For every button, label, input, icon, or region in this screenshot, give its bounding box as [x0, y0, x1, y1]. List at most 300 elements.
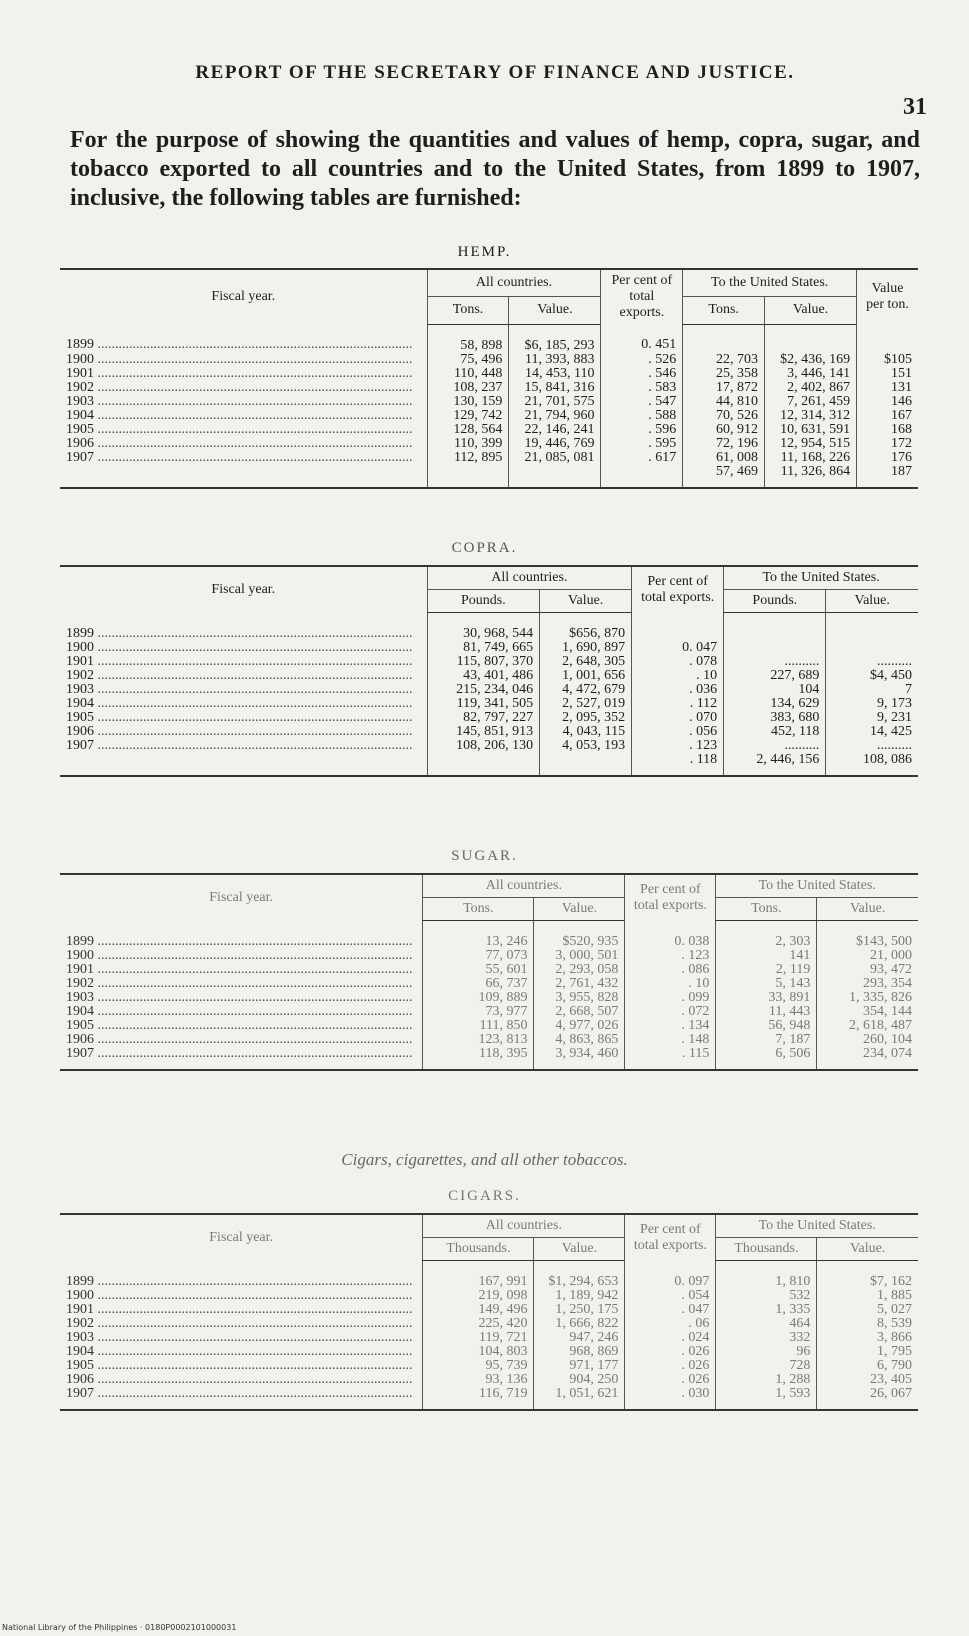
value-cell: 904, 250	[534, 1373, 625, 1387]
table-row	[60, 753, 918, 776]
fiscal-year-cell: 1904 .....	[60, 1005, 423, 1019]
copra-header-us-pounds: Pounds.	[724, 590, 826, 613]
sugar-header-value: Value.	[534, 898, 625, 921]
pct-cell	[632, 613, 724, 642]
tons-cell: 108, 237	[427, 381, 509, 395]
fiscal-year-cell: 1907 .....	[60, 451, 427, 465]
table-row	[60, 683, 918, 697]
tons-cell: 128, 564	[427, 423, 509, 437]
fiscal-year-cell: 1905 .....	[60, 711, 427, 725]
fiscal-year-cell: 1900 .....	[60, 1289, 423, 1303]
us-thousands-cell: 1, 288	[716, 1373, 817, 1387]
pounds-cell: 145, 851, 913	[427, 725, 539, 739]
sugar-header-all-countries: All countries.	[423, 874, 625, 898]
us-tons-cell: 7, 187	[716, 1033, 817, 1047]
value-cell: 947, 246	[534, 1331, 625, 1345]
us-pounds-cell: ..........	[724, 739, 826, 753]
pct-cell: . 086	[625, 963, 716, 977]
value-cell: $1, 294, 653	[534, 1261, 625, 1290]
table-row	[60, 963, 918, 977]
table-row	[60, 395, 918, 409]
us-pounds-cell	[724, 641, 826, 655]
us-pounds-cell: 383, 680	[724, 711, 826, 725]
pounds-cell: 108, 206, 130	[427, 739, 539, 753]
tons-cell: 55, 601	[423, 963, 534, 977]
value-cell: 11, 393, 883	[509, 353, 601, 367]
sugar-header-per-cent: Per cent of total exports.	[625, 874, 716, 921]
fiscal-year-cell: 1903 .....	[60, 395, 427, 409]
us-tons-cell: 57, 469	[683, 465, 765, 488]
us-pounds-cell: 134, 629	[724, 697, 826, 711]
us-tons-cell: 60, 912	[683, 423, 765, 437]
table-row	[60, 465, 918, 488]
fiscal-year-cell	[60, 465, 427, 488]
per-ton-cell: 187	[857, 465, 918, 488]
pct-cell: 0. 047	[632, 641, 724, 655]
table-row	[60, 1303, 918, 1317]
us-tons-cell: 44, 810	[683, 395, 765, 409]
tons-cell: 110, 448	[427, 367, 509, 381]
table-row	[60, 1331, 918, 1345]
thousands-cell: 95, 739	[423, 1359, 534, 1373]
copra-header-all-countries: All countries.	[427, 566, 632, 590]
hemp-header-tons: Tons.	[427, 297, 509, 324]
value-cell: 3, 934, 460	[534, 1047, 625, 1070]
tons-cell: 123, 813	[423, 1033, 534, 1047]
pct-cell: . 10	[632, 669, 724, 683]
fiscal-year-cell: 1906 .....	[60, 1033, 423, 1047]
pct-cell: . 583	[601, 381, 683, 395]
pct-cell: . 10	[625, 977, 716, 991]
pct-cell: 0. 038	[625, 921, 716, 950]
value-cell: 3, 955, 828	[534, 991, 625, 1005]
value-cell: 21, 794, 960	[509, 409, 601, 423]
pounds-cell: 30, 968, 544	[427, 613, 539, 642]
value-cell: 2, 527, 019	[540, 697, 632, 711]
hemp-table-body	[60, 324, 918, 488]
tons-cell: 129, 742	[427, 409, 509, 423]
pct-cell: . 026	[625, 1373, 716, 1387]
fiscal-year-cell: 1903 .....	[60, 683, 427, 697]
table-row	[60, 1387, 918, 1410]
us-value-cell: $2, 436, 169	[765, 353, 857, 367]
cigars-table	[60, 1213, 918, 1411]
us-tons-cell: 56, 948	[716, 1019, 817, 1033]
us-value-cell: 1, 335, 826	[817, 991, 918, 1005]
us-thousands-cell: 532	[716, 1289, 817, 1303]
table-row	[60, 977, 918, 991]
pct-cell: . 024	[625, 1331, 716, 1345]
per-ton-cell: 176	[857, 451, 918, 465]
hemp-header-per-cent: Per cent of total exports.	[601, 269, 683, 324]
table-row	[60, 1345, 918, 1359]
sugar-header-us-tons: Tons.	[716, 898, 817, 921]
fiscal-year-cell: 1900 .....	[60, 949, 423, 963]
fiscal-year-cell: 1901 .....	[60, 963, 423, 977]
pct-cell: . 547	[601, 395, 683, 409]
sugar-header-to-us: To the United States.	[716, 874, 918, 898]
fiscal-year-cell: 1902 .....	[60, 1317, 423, 1331]
us-value-cell: 5, 027	[817, 1303, 918, 1317]
pct-cell: . 026	[625, 1359, 716, 1373]
pct-cell: . 546	[601, 367, 683, 381]
pct-cell: . 078	[632, 655, 724, 669]
cigars-table-body	[60, 1261, 918, 1411]
us-value-cell: 10, 631, 591	[765, 423, 857, 437]
us-pounds-cell: 104	[724, 683, 826, 697]
value-cell: 2, 648, 305	[540, 655, 632, 669]
us-tons-cell: 6, 506	[716, 1047, 817, 1070]
us-value-cell	[826, 613, 918, 642]
thousands-cell: 225, 420	[423, 1317, 534, 1331]
us-tons-cell: 70, 526	[683, 409, 765, 423]
us-value-cell: 11, 326, 864	[765, 465, 857, 488]
value-cell: 1, 001, 656	[540, 669, 632, 683]
fiscal-year-cell: 1899 .....	[60, 1261, 423, 1290]
pct-cell: 0. 097	[625, 1261, 716, 1290]
pct-cell: . 030	[625, 1387, 716, 1410]
thousands-cell: 104, 803	[423, 1345, 534, 1359]
table-row	[60, 353, 918, 367]
us-value-cell	[765, 324, 857, 353]
fiscal-year-cell: 1902 .....	[60, 669, 427, 683]
value-cell: $656, 870	[540, 613, 632, 642]
table-row	[60, 409, 918, 423]
tons-cell: 130, 159	[427, 395, 509, 409]
table-row	[60, 1289, 918, 1303]
cigars-header-value: Value.	[534, 1238, 625, 1261]
value-cell: 22, 146, 241	[509, 423, 601, 437]
pct-cell: . 047	[625, 1303, 716, 1317]
table-row	[60, 1033, 918, 1047]
tons-cell: 58, 898	[427, 324, 509, 353]
value-cell: 15, 841, 316	[509, 381, 601, 395]
fiscal-year-cell: 1906 .....	[60, 1373, 423, 1387]
intro-paragraph: For the purpose of showing the quantities and values of hemp, copra, sugar, and tobacco exported to all countries and to the United States, from 1899 to 1907, inclusive, the following tables are furnished:	[70, 127, 920, 211]
hemp-header-us-value: Value.	[765, 297, 857, 324]
us-value-cell: 14, 425	[826, 725, 918, 739]
us-value-cell: 8, 539	[817, 1317, 918, 1331]
us-value-cell: 3, 446, 141	[765, 367, 857, 381]
copra-header-pounds: Pounds.	[427, 590, 539, 613]
sugar-table-body	[60, 921, 918, 1071]
value-cell: 19, 446, 769	[509, 437, 601, 451]
tons-cell: 73, 977	[423, 1005, 534, 1019]
fiscal-year-cell: 1905 .....	[60, 423, 427, 437]
sugar-header-tons: Tons.	[423, 898, 534, 921]
value-cell: 2, 668, 507	[534, 1005, 625, 1019]
copra-table-body	[60, 613, 918, 777]
hemp-header-to-us: To the United States.	[683, 269, 857, 297]
table-row	[60, 697, 918, 711]
pct-cell	[601, 465, 683, 488]
sugar-header-us-value: Value.	[817, 898, 918, 921]
tobacco-subtitle: Cigars, cigarettes, and all other tobaccos.	[341, 1150, 628, 1169]
us-value-cell: 7	[826, 683, 918, 697]
cigars-header-per-cent: Per cent of total exports.	[625, 1214, 716, 1261]
value-cell: 1, 690, 897	[540, 641, 632, 655]
hemp-title: HEMP.	[457, 244, 512, 260]
value-cell: 4, 472, 679	[540, 683, 632, 697]
fiscal-year-cell: 1902 .....	[60, 381, 427, 395]
value-cell: 14, 453, 110	[509, 367, 601, 381]
pct-cell: . 054	[625, 1289, 716, 1303]
value-cell: 4, 053, 193	[540, 739, 632, 753]
sugar-title: SUGAR.	[451, 848, 518, 864]
value-cell: $520, 935	[534, 921, 625, 950]
us-thousands-cell: 728	[716, 1359, 817, 1373]
us-pounds-cell	[724, 613, 826, 642]
per-ton-cell: 151	[857, 367, 918, 381]
cigars-header-thousands: Thousands.	[423, 1238, 534, 1261]
cigars-title: CIGARS.	[448, 1188, 521, 1204]
us-value-cell: 2, 402, 867	[765, 381, 857, 395]
us-value-cell: 293, 354	[817, 977, 918, 991]
table-row	[60, 381, 918, 395]
pct-cell: . 036	[632, 683, 724, 697]
fiscal-year-cell: 1907 .....	[60, 1387, 423, 1410]
hemp-header-us-tons: Tons.	[683, 297, 765, 324]
fiscal-year-cell: 1903 .....	[60, 991, 423, 1005]
value-cell: 21, 085, 081	[509, 451, 601, 465]
cigars-header-to-us: To the United States.	[716, 1214, 918, 1238]
pounds-cell	[427, 753, 539, 776]
table-row	[60, 1261, 918, 1290]
table-row	[60, 423, 918, 437]
pounds-cell: 119, 341, 505	[427, 697, 539, 711]
cigars-header-fiscal-year: Fiscal year.	[60, 1214, 423, 1261]
us-pounds-cell: 2, 446, 156	[724, 753, 826, 776]
us-value-cell: $7, 162	[817, 1261, 918, 1290]
thousands-cell: 167, 991	[423, 1261, 534, 1290]
value-cell: 968, 869	[534, 1345, 625, 1359]
per-ton-cell: $105	[857, 353, 918, 367]
value-cell: 2, 293, 058	[534, 963, 625, 977]
us-value-cell: 1, 885	[817, 1289, 918, 1303]
hemp-header-all-countries: All countries.	[427, 269, 601, 297]
us-value-cell: 1, 795	[817, 1345, 918, 1359]
table-row	[60, 1317, 918, 1331]
footer-credit: National Library of the Philippines · 0180P0002101000031	[2, 1623, 237, 1632]
us-tons-cell: 25, 358	[683, 367, 765, 381]
per-ton-cell: 146	[857, 395, 918, 409]
fiscal-year-cell: 1899 .....	[60, 921, 423, 950]
pct-cell: . 123	[625, 949, 716, 963]
page-number: 31	[903, 94, 927, 120]
us-value-cell: 3, 866	[817, 1331, 918, 1345]
fiscal-year-cell: 1901 .....	[60, 1303, 423, 1317]
cigars-header-us-value: Value.	[817, 1238, 918, 1261]
copra-header-us-value: Value.	[826, 590, 918, 613]
pct-cell: . 072	[625, 1005, 716, 1019]
value-cell: 1, 189, 942	[534, 1289, 625, 1303]
table-row	[60, 324, 918, 353]
us-value-cell: 354, 144	[817, 1005, 918, 1019]
table-row	[60, 613, 918, 642]
value-cell: 4, 863, 865	[534, 1033, 625, 1047]
value-cell: 2, 095, 352	[540, 711, 632, 725]
fiscal-year-cell: 1905 .....	[60, 1019, 423, 1033]
us-tons-cell: 22, 703	[683, 353, 765, 367]
copra-header-value: Value.	[540, 590, 632, 613]
per-ton-cell: 168	[857, 423, 918, 437]
us-value-cell: ..........	[826, 739, 918, 753]
pounds-cell: 82, 797, 227	[427, 711, 539, 725]
pct-cell: . 06	[625, 1317, 716, 1331]
pounds-cell: 115, 807, 370	[427, 655, 539, 669]
us-value-cell: 93, 472	[817, 963, 918, 977]
pct-cell: . 112	[632, 697, 724, 711]
pct-cell: . 148	[625, 1033, 716, 1047]
us-tons-cell: 141	[716, 949, 817, 963]
fiscal-year-cell: 1899 .....	[60, 613, 427, 642]
us-value-cell: 12, 314, 312	[765, 409, 857, 423]
cigars-header-all-countries: All countries.	[423, 1214, 625, 1238]
value-cell: 4, 977, 026	[534, 1019, 625, 1033]
sugar-header-fiscal-year: Fiscal year.	[60, 874, 423, 921]
pounds-cell: 215, 234, 046	[427, 683, 539, 697]
us-value-cell: 11, 168, 226	[765, 451, 857, 465]
table-row	[60, 1373, 918, 1387]
copra-header-to-us: To the United States.	[724, 566, 918, 590]
pct-cell: . 070	[632, 711, 724, 725]
table-row	[60, 1005, 918, 1019]
hemp-header-value: Value.	[509, 297, 601, 324]
us-tons-cell: 11, 443	[716, 1005, 817, 1019]
us-tons-cell: 72, 196	[683, 437, 765, 451]
copra-header-per-cent: Per cent of total exports.	[632, 566, 724, 613]
fiscal-year-cell: 1905 .....	[60, 1359, 423, 1373]
us-tons-cell: 2, 119	[716, 963, 817, 977]
us-pounds-cell: ..........	[724, 655, 826, 669]
value-cell: $6, 185, 293	[509, 324, 601, 353]
us-value-cell: 9, 173	[826, 697, 918, 711]
us-value-cell: 26, 067	[817, 1387, 918, 1410]
us-value-cell: $143, 500	[817, 921, 918, 950]
pct-cell: . 026	[625, 1345, 716, 1359]
us-value-cell: 21, 000	[817, 949, 918, 963]
fiscal-year-cell: 1904 .....	[60, 1345, 423, 1359]
table-row	[60, 949, 918, 963]
pct-cell: . 526	[601, 353, 683, 367]
us-thousands-cell: 464	[716, 1317, 817, 1331]
fiscal-year-cell	[60, 753, 427, 776]
us-value-cell: 2, 618, 487	[817, 1019, 918, 1033]
value-cell: 4, 043, 115	[540, 725, 632, 739]
us-tons-cell: 17, 872	[683, 381, 765, 395]
fiscal-year-cell: 1900 .....	[60, 641, 427, 655]
sugar-table	[60, 873, 918, 1071]
fiscal-year-cell: 1907 .....	[60, 1047, 423, 1070]
us-thousands-cell: 1, 593	[716, 1387, 817, 1410]
tons-cell: 111, 850	[423, 1019, 534, 1033]
fiscal-year-cell: 1899 .....	[60, 324, 427, 353]
tons-cell: 66, 737	[423, 977, 534, 991]
table-row	[60, 451, 918, 465]
tons-cell	[427, 465, 509, 488]
pounds-cell: 43, 401, 486	[427, 669, 539, 683]
value-cell: 971, 177	[534, 1359, 625, 1373]
pct-cell: . 596	[601, 423, 683, 437]
fiscal-year-cell: 1904 .....	[60, 409, 427, 423]
per-ton-cell: 131	[857, 381, 918, 395]
tons-cell: 118, 395	[423, 1047, 534, 1070]
tons-cell: 112, 895	[427, 451, 509, 465]
table-row	[60, 669, 918, 683]
pct-cell: . 118	[632, 753, 724, 776]
fiscal-year-cell: 1900 .....	[60, 353, 427, 367]
value-cell: 1, 051, 621	[534, 1387, 625, 1410]
us-value-cell: 234, 074	[817, 1047, 918, 1070]
value-cell	[509, 465, 601, 488]
per-ton-cell: 167	[857, 409, 918, 423]
value-cell: 1, 250, 175	[534, 1303, 625, 1317]
table-row	[60, 655, 918, 669]
cigars-header-us-thousands: Thousands.	[716, 1238, 817, 1261]
us-value-cell: 260, 104	[817, 1033, 918, 1047]
value-cell: 1, 666, 822	[534, 1317, 625, 1331]
hemp-header-fiscal-year: Fiscal year.	[60, 269, 427, 324]
pct-cell: . 099	[625, 991, 716, 1005]
value-cell: 21, 701, 575	[509, 395, 601, 409]
copra-title: COPRA.	[451, 540, 518, 556]
us-thousands-cell: 1, 810	[716, 1261, 817, 1290]
value-cell	[540, 753, 632, 776]
us-tons-cell	[683, 324, 765, 353]
us-thousands-cell: 332	[716, 1331, 817, 1345]
tons-cell: 75, 496	[427, 353, 509, 367]
us-pounds-cell: 452, 118	[724, 725, 826, 739]
pct-cell: . 595	[601, 437, 683, 451]
pounds-cell: 81, 749, 665	[427, 641, 539, 655]
table-row	[60, 991, 918, 1005]
table-row	[60, 437, 918, 451]
value-cell: 2, 761, 432	[534, 977, 625, 991]
fiscal-year-cell: 1907 .....	[60, 739, 427, 753]
fiscal-year-cell: 1902 .....	[60, 977, 423, 991]
us-value-cell: 7, 261, 459	[765, 395, 857, 409]
us-value-cell: 9, 231	[826, 711, 918, 725]
thousands-cell: 219, 098	[423, 1289, 534, 1303]
us-value-cell: ..........	[826, 655, 918, 669]
table-row	[60, 725, 918, 739]
tons-cell: 109, 889	[423, 991, 534, 1005]
fiscal-year-cell: 1904 .....	[60, 697, 427, 711]
tons-cell: 77, 073	[423, 949, 534, 963]
pct-cell: . 115	[625, 1047, 716, 1070]
us-thousands-cell: 1, 335	[716, 1303, 817, 1317]
fiscal-year-cell: 1903 .....	[60, 1331, 423, 1345]
us-tons-cell: 61, 008	[683, 451, 765, 465]
table-row	[60, 711, 918, 725]
table-row	[60, 1359, 918, 1373]
us-tons-cell: 2, 303	[716, 921, 817, 950]
hemp-table	[60, 268, 918, 489]
us-pounds-cell: 227, 689	[724, 669, 826, 683]
thousands-cell: 149, 496	[423, 1303, 534, 1317]
pct-cell: 0. 451	[601, 324, 683, 353]
table-row	[60, 1019, 918, 1033]
table-row	[60, 367, 918, 381]
us-value-cell: 108, 086	[826, 753, 918, 776]
pct-cell: . 588	[601, 409, 683, 423]
table-row	[60, 1047, 918, 1070]
per-ton-cell: 172	[857, 437, 918, 451]
us-value-cell: 6, 790	[817, 1359, 918, 1373]
table-row	[60, 641, 918, 655]
us-value-cell: $4, 450	[826, 669, 918, 683]
tons-cell: 110, 399	[427, 437, 509, 451]
